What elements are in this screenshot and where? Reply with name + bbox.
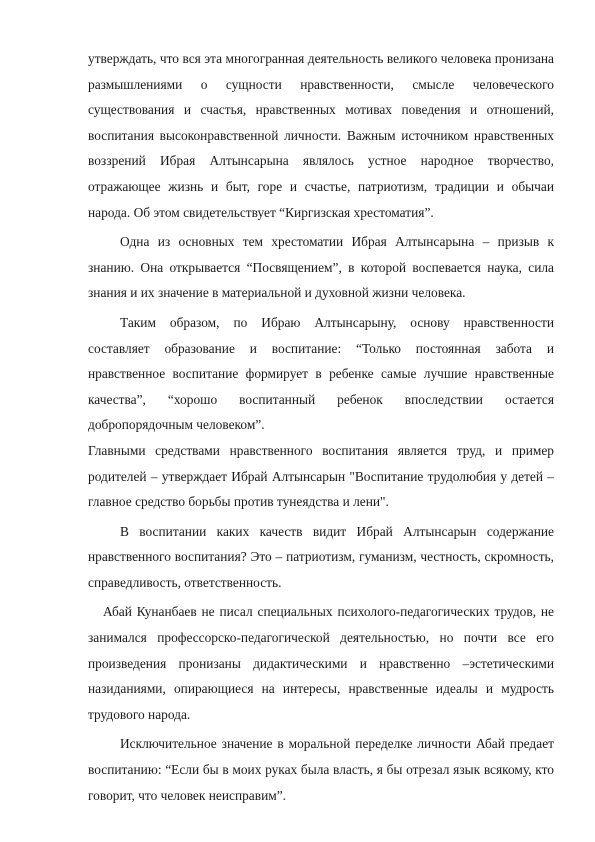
paragraph-6: Абай Кунанбаев не писал специальных психолого-педагогических трудов, не занимался профессорско-педагогической деятельностью, но почти все его произведения пронизаны дидактическими и нравственно –эстетическими назиданиями, опирающиеся на интересы, нравственные идеалы и мудрость трудового народа.: [88, 604, 554, 722]
document-body: [88, 46, 554, 808]
paragraph-4: Главными средствами нравственного воспитания является труд, и пример родителей – утверждает Ибрай Алтынсарын "Воспитание трудолюбия у детей – главное средство борьбы против тунеядства и лени".: [88, 442, 554, 510]
paragraph-1: утверждать, что вся эта многогранная деятельность великого человека пронизана размышлениями о сущности нравственности, смысле человеческого существования и счастья, нравственных мотивах поведения и отношений, воспитания высоконравственной личности. Важным источником нравственных воззрений Ибрая Алтынсарына являлось устное народное творчество, отражающее жизнь и быт, горе и счастье, патриотизм, традиции и обычаи народа. Об этом свидетельствует “Киргизская хрестоматия”.: [88, 51, 554, 220]
paragraph-7: Исключительное значение в моральной переделке личности Абай предает воспитанию: “Если бы в моих руках была власть, я бы отрезал язык всякому, кто говорит, что человек неисправим”.: [88, 736, 554, 803]
paragraph-3: Таким образом, по Ибраю Алтынсарыну, основу нравственности составляет образование и воспитание: “Только постоянная забота и нравственное воспитание формирует в ребенке самые лучшие нравственные качества”, “хорошо воспитанный ребенок впоследствии остается добропорядочным человеком”.: [88, 314, 554, 433]
paragraph-2: Одна из основных тем хрестоматии Ибрая Алтынсарына – призыв к знанию. Она открывается “Посвящением”, в которой воспевается наука, сила знания и их значение в материальной и духовной жизни человека.: [88, 234, 554, 301]
paragraph-5: В воспитании каких качеств видит Ибрай Алтынсарын содержание нравственного воспитания? Это – патриотизм, гуманизм, честность, скромность, справедливость, ответственность.: [88, 523, 554, 590]
